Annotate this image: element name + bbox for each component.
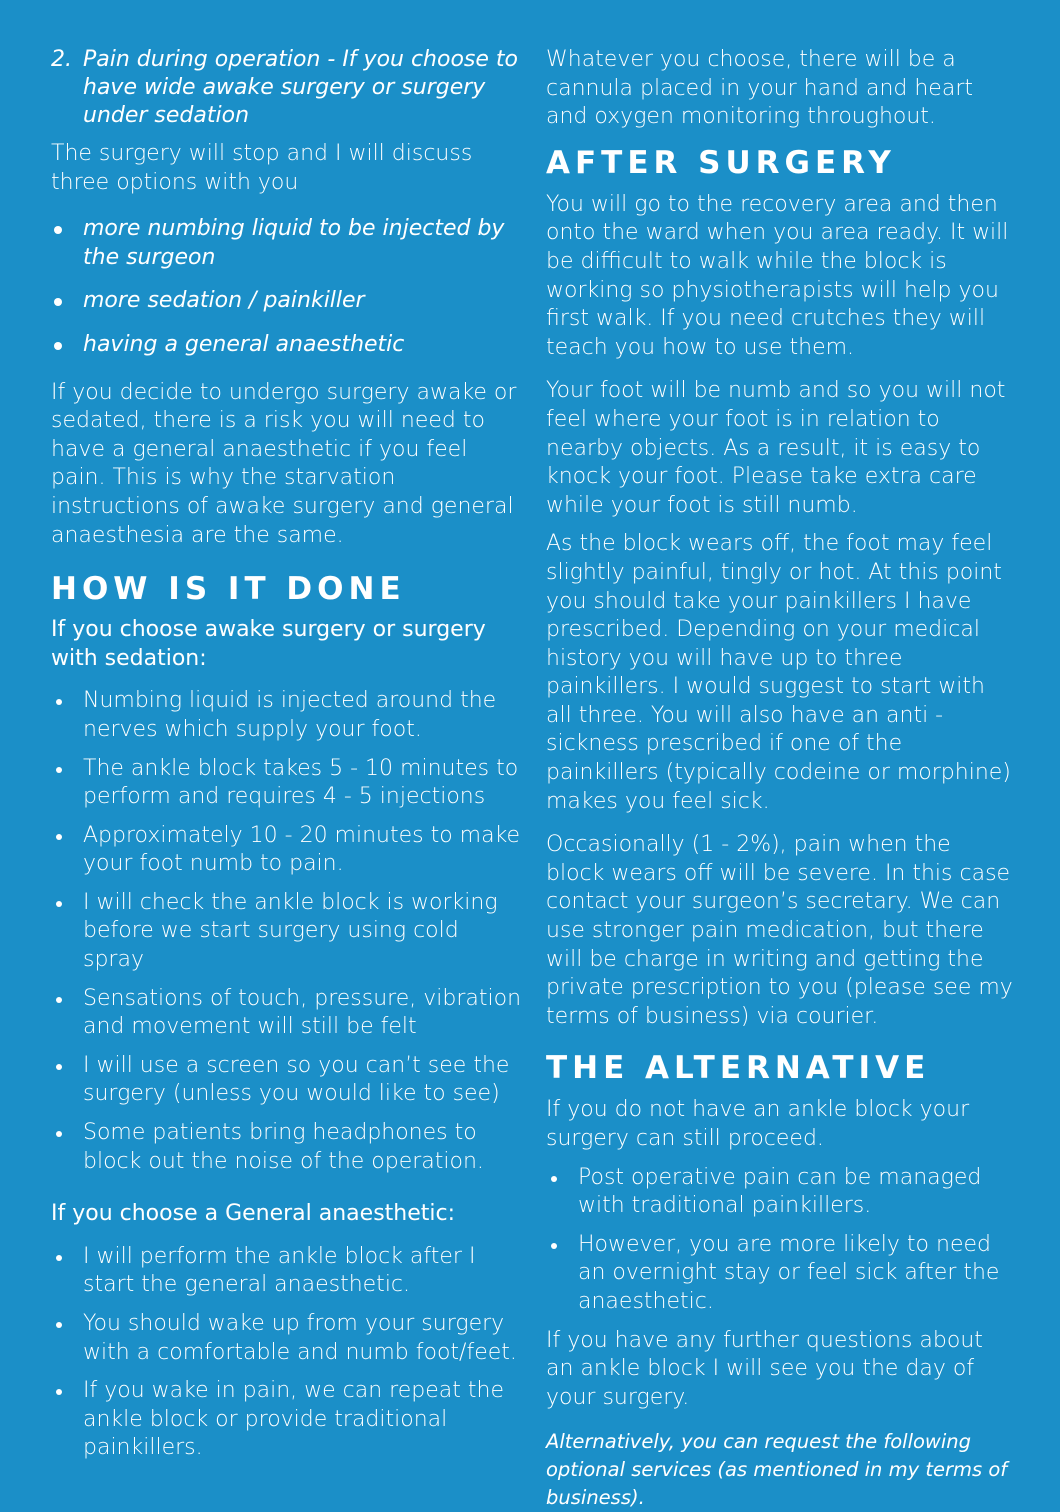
list-number: 2.: [51, 47, 72, 72]
awake-step: I will check the ankle block is working before we start surgery using cold spray: [51, 889, 526, 975]
awake-step: Approximately 10 - 20 minutes to make your foot numb to pain.: [51, 822, 526, 879]
general-step: You should wake up from your surgery with a comfortable and numb foot/feet.: [51, 1310, 526, 1367]
questions-paragraph: If you have any further questions about an ankle block I will see you the day of your surgery.: [546, 1327, 983, 1410]
awake-step: Some patients bring headphones to block out the noise of the operation.: [51, 1119, 526, 1176]
awake-steps-list: [51, 687, 526, 1176]
options-list: [51, 215, 526, 359]
general-step: If you wake in pain, we can repeat the ankle block or provide traditional painkillers.: [51, 1377, 526, 1463]
awake-step: I will use a screen so you can’t see the surgery (unless you would like to see): [51, 1052, 526, 1109]
after-paragraph: As the block wears off, the foot may feel slightly painful, tingly or hot. At this point you should take your painkillers I have prescribed. Depending on your medical history you will have up to three painkillers. I would suggest to start with all three. You will also have an anti - sickness prescribed if one of the painkillers (typically codeine or morphine) makes you feel sick.: [546, 531, 1011, 814]
left-column: [51, 44, 526, 1463]
alternative-intro: If you do not have an ankle block your surgery can still proceed.: [546, 1097, 970, 1151]
numbered-item-pain-during-operation: [51, 46, 526, 130]
awake-step: Sensations of touch, pressure, vibration and movement will still be felt: [51, 985, 526, 1042]
option-item: having a general anaesthetic: [51, 331, 526, 360]
closing-note: Alternatively, you can request the following optional services (as mentioned in my terms of business).: [546, 1430, 1008, 1510]
alternative-item: Post operative pain can be managed with traditional painkillers.: [546, 1164, 1016, 1221]
the-alternative-heading: THE ALTERNATIVE: [546, 1050, 931, 1087]
awake-step: Numbing liquid is injected around the nerves which supply your foot.: [51, 687, 526, 744]
alternative-list: [546, 1164, 1016, 1317]
general-step: I will perform the ankle block after I start the general anaesthetic.: [51, 1243, 526, 1300]
after-surgery-heading: AFTER SURGERY: [546, 144, 896, 181]
alternative-item: However, you are more likely to need an overnight stay or feel sick after the anaesthetic.: [546, 1231, 1016, 1317]
risk-paragraph: If you decide to undergo surgery awake or sedated, there is a risk you will need to have a general anaesthetic if you feel pain. This is why the starvation instructions of awake surgery and general anaesthesia are the same.: [51, 379, 517, 548]
option-item: more numbing liquid to be injected by the surgeon: [51, 215, 526, 272]
numbered-list: [51, 46, 526, 130]
option-item: more sedation / painkiller: [51, 287, 526, 316]
general-steps-list: [51, 1243, 526, 1463]
how-is-it-done-heading: HOW IS IT DONE: [51, 571, 406, 608]
stop-paragraph: The surgery will stop and I will discuss three options with you: [51, 141, 473, 195]
after-paragraph: Occasionally (1 - 2%), pain when the block wears off will be severe. In this case contact your surgeon’s secretary. We can use stronger pain medication, but there will be charge in writing and getting the private prescription to you (please see my terms of business) via courier.: [546, 832, 1013, 1029]
awake-step: The ankle block takes 5 - 10 minutes to perform and requires 4 - 5 injections: [51, 755, 526, 812]
awake-subheading: If you choose awake surgery or surgery with sedation:: [51, 617, 486, 671]
after-paragraph: You will go to the recovery area and then onto the ward when you area ready. It will be difficult to walk while the block is working so physiotherapists will help you first walk. If you need crutches they will teach you how to use them.: [546, 191, 1009, 360]
cannula-paragraph: Whatever you choose, there will be a cannula placed in your hand and heart and oxygen monitoring throughout.: [546, 47, 973, 130]
numbered-item-text: Pain during operation - If you choose to have wide awake surgery or surgery under sedation: [83, 47, 518, 128]
general-subheading: If you choose a General anaesthetic:: [51, 1201, 456, 1227]
after-paragraph: Your foot will be numb and so you will not feel where your foot is in relation to nearby objects. As a result, it is easy to knock your foot. Please take extra care while your foot is still numb.: [546, 378, 1006, 518]
right-column: [546, 44, 1016, 1512]
